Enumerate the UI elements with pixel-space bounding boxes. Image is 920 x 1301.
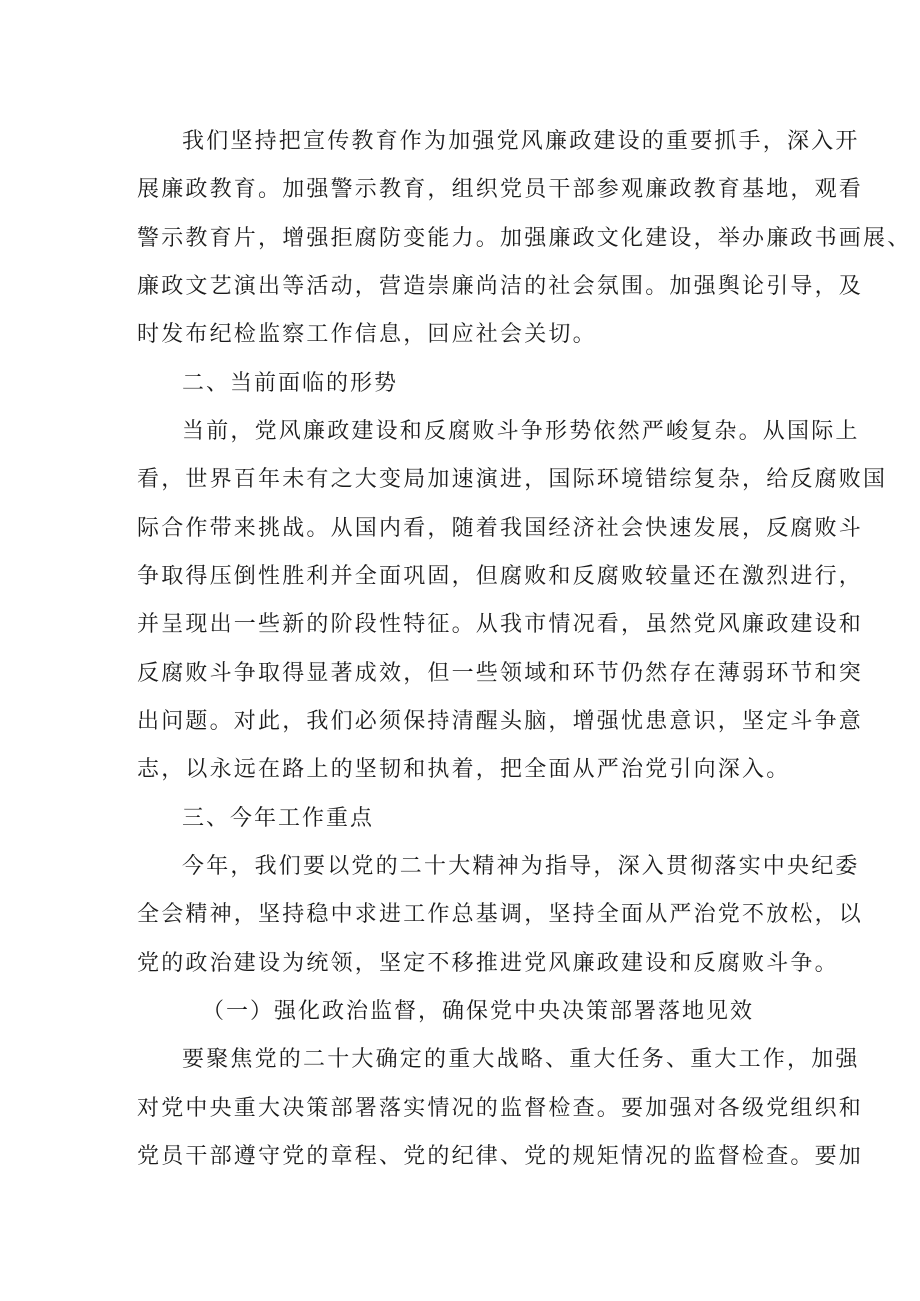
subsection-heading-1: （一）强化政治监督，确保党中央决策部署落地见效 — [202, 999, 755, 1024]
paragraph-2-line-7: 出问题。对此，我们必须保持清醒头脑，增强忧患意识，坚定斗争意 — [137, 709, 864, 734]
paragraph-3-line-3: 党的政治建设为统领，坚定不移推进党风廉政建设和反腐败斗争。 — [137, 951, 839, 976]
paragraph-2-line-2: 看，世界百年未有之大变局加速演进，国际环境错综复杂，给反腐败国 — [137, 467, 888, 492]
paragraph-4-line-3: 党员干部遵守党的章程、党的纪律、党的规矩情况的监督检查。要加 — [137, 1144, 864, 1169]
paragraph-3-line-1: 今年，我们要以党的二十大精神为指导，深入贯彻落实中央纪委 — [182, 854, 860, 879]
paragraph-3-line-2: 全会精神，坚持稳中求进工作总基调，坚持全面从严治党不放松，以 — [137, 902, 864, 927]
paragraph-2-line-1: 当前，党风廉政建设和反腐败斗争形势依然严峻复杂。从国际上 — [182, 419, 860, 444]
paragraph-1-line-3: 警示教育片，增强拒腐防变能力。加强廉政文化建设，举办廉政书画展、 — [137, 226, 912, 251]
paragraph-2-line-5: 并呈现出一些新的阶段性特征。从我市情况看，虽然党风廉政建设和 — [137, 612, 864, 637]
paragraph-1-line-1: 我们坚持把宣传教育作为加强党风廉政建设的重要抓手，深入开 — [182, 129, 860, 154]
paragraph-4-line-2: 对党中央重大决策部署落实情况的监督检查。要加强对各级党组织和 — [137, 1096, 864, 1121]
paragraph-2-line-4: 争取得压倒性胜利并全面巩固，但腐败和反腐败较量还在激烈进行， — [137, 564, 864, 589]
paragraph-1-line-2: 展廉政教育。加强警示教育，组织党员干部参观廉政教育基地，观看 — [137, 177, 864, 202]
section-heading-2: 二、当前面临的形势 — [182, 371, 399, 396]
paragraph-2-line-6: 反腐败斗争取得显著成效，但一些领域和环节仍然存在薄弱环节和突 — [137, 661, 864, 686]
paragraph-1-line-4: 廉政文艺演出等活动，营造崇廉尚洁的社会氛围。加强舆论引导，及 — [137, 274, 864, 299]
paragraph-4-line-1: 要聚焦党的二十大确定的重大战略、重大任务、重大工作，加强 — [182, 1047, 860, 1072]
paragraph-1-line-5: 时发布纪检监察工作信息，回应社会关切。 — [137, 322, 597, 347]
section-heading-3: 三、今年工作重点 — [182, 806, 375, 831]
paragraph-2-line-3: 际合作带来挑战。从国内看，随着我国经济社会快速发展，反腐败斗 — [137, 516, 864, 541]
paragraph-2-line-8: 志，以永远在路上的坚韧和执着，把全面从严治党引向深入。 — [137, 757, 791, 782]
